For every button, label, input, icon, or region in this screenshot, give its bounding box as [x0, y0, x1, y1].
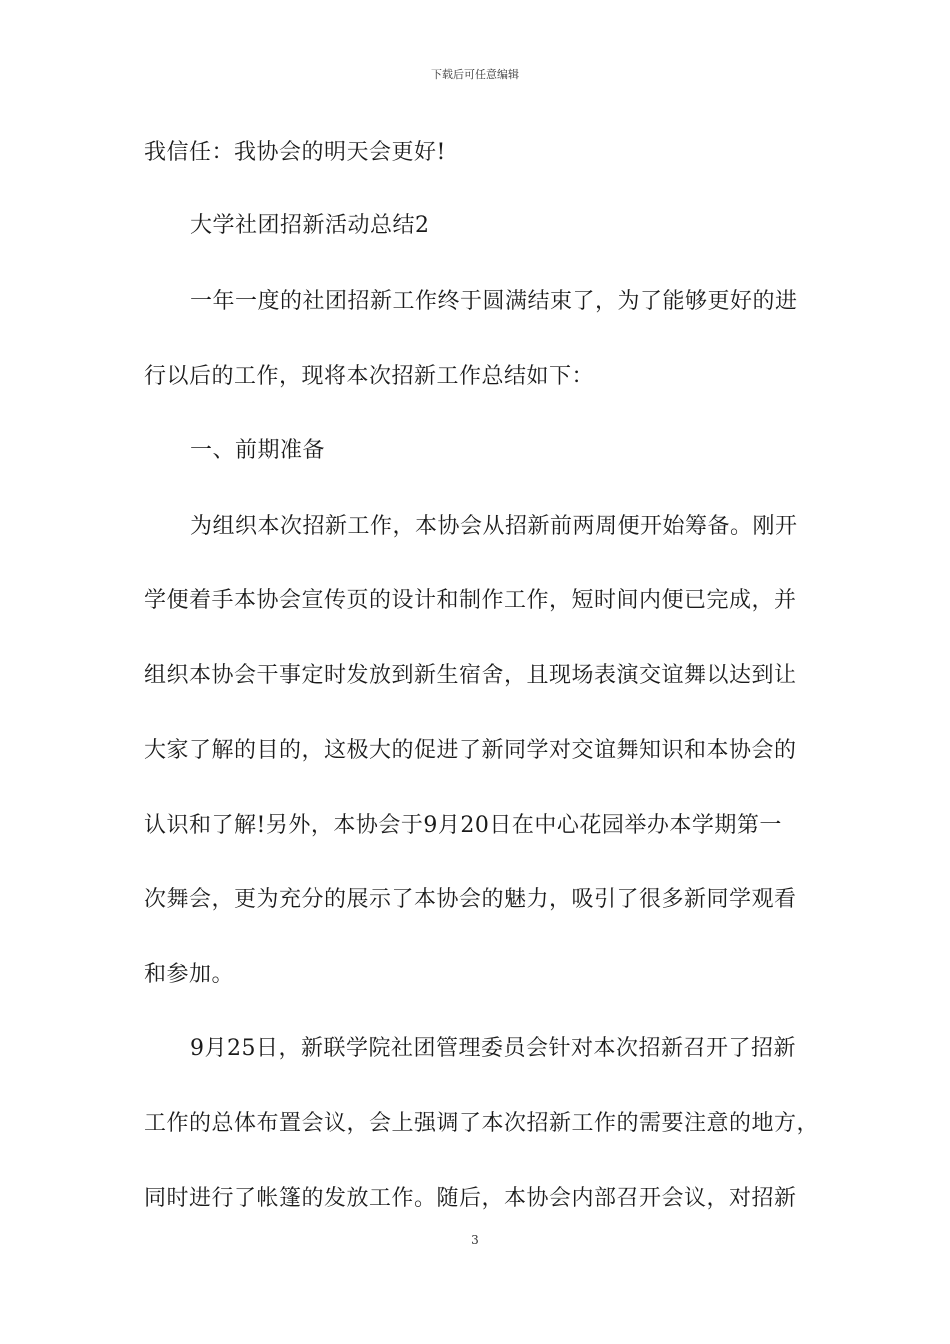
text-line: 一年一度的社团招新工作终于圆满结束了，为了能够更好的进	[190, 289, 798, 314]
text-line: 我信任：我协会的明天会更好!	[144, 140, 446, 165]
text-line: 学便着手本协会宣传页的设计和制作工作，短时间内便已完成，并	[144, 588, 797, 613]
text-line: 9月25日，新联学院社团管理委员会针对本次招新召开了招新	[190, 1036, 796, 1061]
page-header: 下载后可任意编辑	[431, 68, 519, 81]
page-number: 3	[471, 1233, 479, 1247]
text-line: 次舞会，更为充分的展示了本协会的魅力，吸引了很多新同学观看	[144, 887, 797, 912]
text-line: 认识和了解!另外，本协会于9月20日在中心花园举办本学期第一	[144, 813, 782, 838]
section-heading: 一、前期准备	[190, 438, 326, 463]
text-line: 行以后的工作，现将本次招新工作总结如下：	[144, 364, 595, 389]
text-line: 工作的总体布置会议，会上强调了本次招新工作的需要注意的地方，	[144, 1111, 820, 1136]
text-line: 为组织本次招新工作，本协会从招新前两周便开始筹备。刚开	[190, 514, 798, 539]
section-title: 大学社团招新活动总结2	[190, 213, 430, 238]
text-line: 和参加。	[144, 962, 235, 987]
text-line: 组织本协会干事定时发放到新生宿舍，且现场表演交谊舞以达到让	[144, 663, 797, 688]
text-line: 同时进行了帐篷的发放工作。随后，本协会内部召开会议，对招新	[144, 1186, 797, 1211]
text-line: 大家了解的目的，这极大的促进了新同学对交谊舞知识和本协会的	[144, 738, 797, 763]
